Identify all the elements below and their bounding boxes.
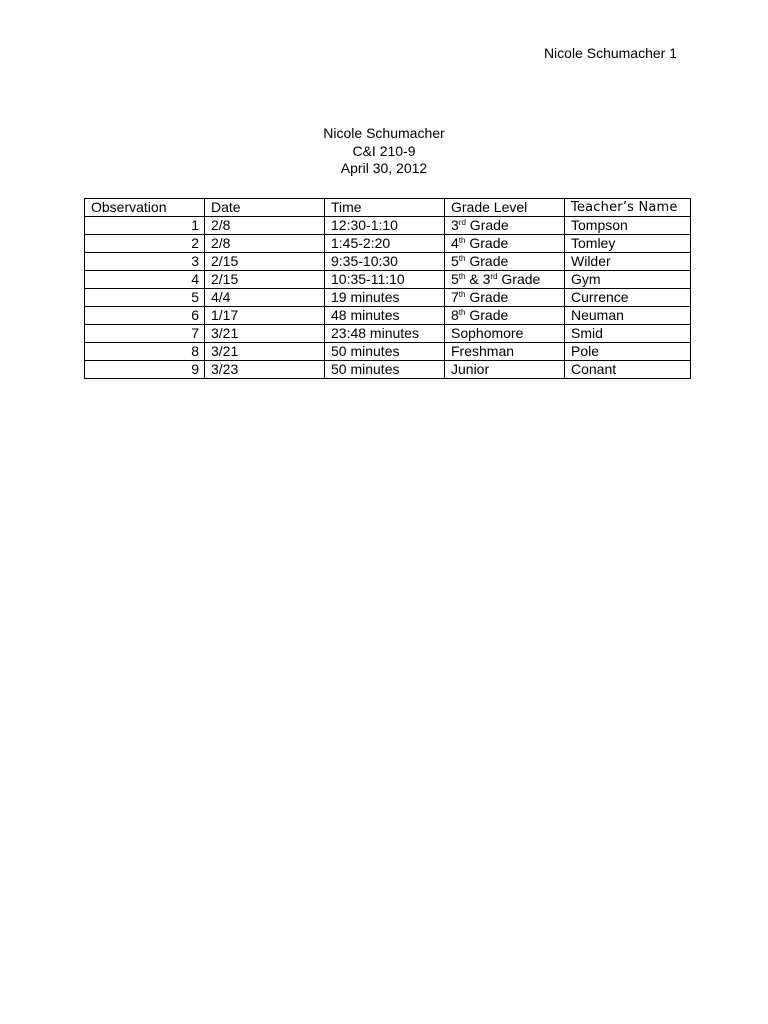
observation-date: 2/15 bbox=[205, 271, 325, 289]
grade-level: 3rd Grade bbox=[445, 217, 565, 235]
observations-table bbox=[84, 198, 691, 379]
grade-level: Freshman bbox=[445, 343, 565, 361]
teacher-name: Tomley bbox=[565, 235, 691, 253]
observation-date: 3/21 bbox=[205, 343, 325, 361]
observation-time: 48 minutes bbox=[325, 307, 445, 325]
observation-time: 50 minutes bbox=[325, 343, 445, 361]
observation-date: 3/23 bbox=[205, 361, 325, 379]
observation-time: 19 minutes bbox=[325, 289, 445, 307]
grade-level: Junior bbox=[445, 361, 565, 379]
observation-time: 10:35-11:10 bbox=[325, 271, 445, 289]
observation-number: 9 bbox=[85, 361, 205, 379]
column-header-teacher-name: Teacher’s Name bbox=[565, 199, 691, 217]
table-row bbox=[85, 307, 691, 325]
observation-number: 8 bbox=[85, 343, 205, 361]
table-row bbox=[85, 343, 691, 361]
column-header-date: Date bbox=[205, 199, 325, 217]
table-row bbox=[85, 217, 691, 235]
teacher-name: Tompson bbox=[565, 217, 691, 235]
observation-number: 7 bbox=[85, 325, 205, 343]
table-row bbox=[85, 253, 691, 271]
observation-time: 23:48 minutes bbox=[325, 325, 445, 343]
observation-time: 12:30-1:10 bbox=[325, 217, 445, 235]
teacher-name: Neuman bbox=[565, 307, 691, 325]
running-header: Nicole Schumacher 1 bbox=[543, 45, 677, 61]
teacher-name: Wilder bbox=[565, 253, 691, 271]
document-date: April 30, 2012 bbox=[340, 160, 428, 176]
table-row bbox=[85, 289, 691, 307]
observation-date: 2/15 bbox=[205, 253, 325, 271]
grade-level: 5th Grade bbox=[445, 253, 565, 271]
observation-date: 1/17 bbox=[205, 307, 325, 325]
grade-level: 4th Grade bbox=[445, 235, 565, 253]
observation-number: 2 bbox=[85, 235, 205, 253]
table-row bbox=[85, 271, 691, 289]
author-name: Nicole Schumacher bbox=[323, 125, 445, 141]
teacher-name: Conant bbox=[565, 361, 691, 379]
teacher-name: Gym bbox=[565, 271, 691, 289]
course-code: C&I 210-9 bbox=[352, 142, 416, 159]
grade-level: 8th Grade bbox=[445, 307, 565, 325]
teacher-name: Pole bbox=[565, 343, 691, 361]
observation-date: 2/8 bbox=[205, 235, 325, 253]
column-header-observation: Observation bbox=[85, 199, 205, 217]
column-header-grade-level: Grade Level bbox=[445, 199, 565, 217]
table-row bbox=[85, 325, 691, 343]
observation-number: 3 bbox=[85, 253, 205, 271]
title-block bbox=[0, 125, 768, 178]
observation-number: 4 bbox=[85, 271, 205, 289]
table-row bbox=[85, 235, 691, 253]
observation-date: 2/8 bbox=[205, 217, 325, 235]
observation-date: 4/4 bbox=[205, 289, 325, 307]
observation-date: 3/21 bbox=[205, 325, 325, 343]
observation-time: 1:45-2:20 bbox=[325, 235, 445, 253]
observation-number: 6 bbox=[85, 307, 205, 325]
grade-level: Sophomore bbox=[445, 325, 565, 343]
table-header-row bbox=[85, 199, 691, 217]
teacher-name: Currence bbox=[565, 289, 691, 307]
column-header-time: Time bbox=[325, 199, 445, 217]
table-body bbox=[85, 217, 691, 379]
table-row bbox=[85, 361, 691, 379]
observation-number: 5 bbox=[85, 289, 205, 307]
observation-time: 50 minutes bbox=[325, 361, 445, 379]
grade-level: 7th Grade bbox=[445, 289, 565, 307]
observation-time: 9:35-10:30 bbox=[325, 253, 445, 271]
teacher-name: Smid bbox=[565, 325, 691, 343]
observation-number: 1 bbox=[85, 217, 205, 235]
grade-level: 5th & 3rd Grade bbox=[445, 271, 565, 289]
